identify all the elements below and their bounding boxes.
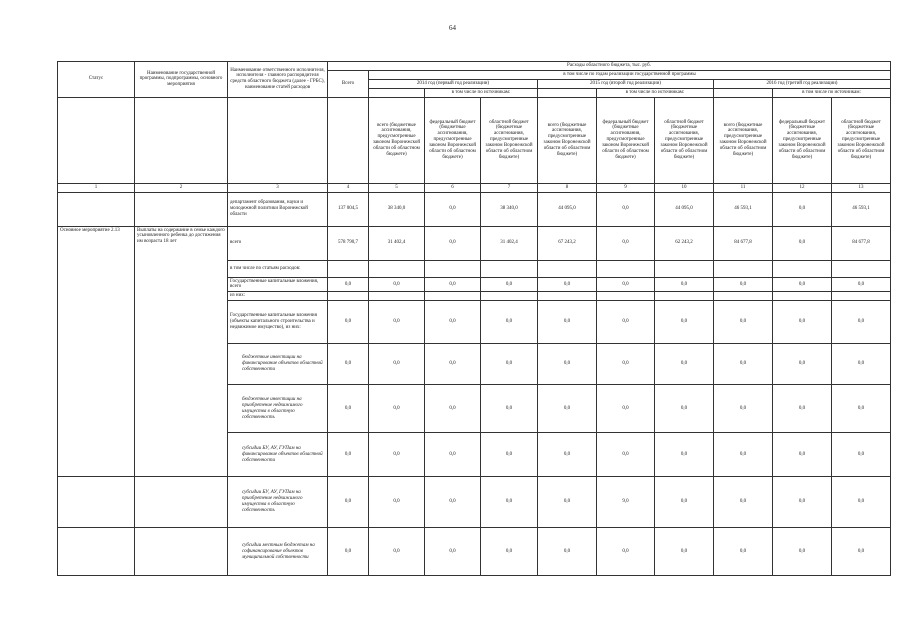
- cell-value: 84 677,8: [714, 226, 773, 260]
- cell-value: 0,0: [425, 528, 481, 576]
- cell-value: 0,0: [714, 301, 773, 344]
- cell-value: 31 402,4: [481, 226, 538, 260]
- cell-value: 0,0: [328, 528, 369, 576]
- cell-value: 0,0: [538, 528, 597, 576]
- header-col-federal-2015: федеральный бюджет (бюджетные ассигнования, предусмотренные законом Воронежской области об областном бюджете): [597, 97, 655, 183]
- cell-value: 0,0: [655, 301, 714, 344]
- cell-value: 0,0: [832, 344, 891, 385]
- cell-value: 44 095,0: [655, 192, 714, 226]
- header-incl-sources-2014: в том числе по источникам:: [425, 88, 538, 97]
- cell-value: 0,0: [328, 477, 369, 528]
- cell-value: 0,0: [538, 344, 597, 385]
- cell-value: 44 095,0: [538, 192, 597, 226]
- header-program-name: Наименование государственной программы, подпрограммы, основного мероприятия: [135, 62, 228, 98]
- cell-value: 0,0: [597, 344, 655, 385]
- header-year-2015: 2015 год (второй год реализации): [538, 79, 714, 88]
- cell-value: 0,0: [425, 344, 481, 385]
- cell-value: 0,0: [714, 385, 773, 433]
- cell-value: 0,0: [481, 344, 538, 385]
- header-by-years: в том числе по годам реализации государственной программы: [369, 71, 891, 80]
- cell-value: 0,0: [773, 385, 832, 433]
- cell-value: 0,0: [832, 277, 891, 292]
- table-row: [58, 192, 891, 226]
- col-number: 13: [832, 183, 891, 192]
- col-number: 1: [58, 183, 135, 192]
- cell-value: 0,0: [597, 433, 655, 477]
- header-col-regional-2016: областной бюджет (бюджетные ассигнования, предусмотренные законом Воронежской области об областном бюджете): [832, 97, 891, 183]
- cell-value: 0,0: [832, 528, 891, 576]
- header-status: Статус: [58, 62, 135, 98]
- header-incl-sources-2016: в том числе по источникам:: [773, 88, 891, 97]
- cell-value: 0,0: [655, 433, 714, 477]
- cell-value: 0,0: [481, 528, 538, 576]
- cell-value: 578 790,7: [328, 226, 369, 260]
- col-number: 7: [481, 183, 538, 192]
- header-col-federal-2014: федеральный бюджет (бюджетные ассигнования, предусмотренные законом Воронежской области об областном бюджете): [425, 97, 481, 183]
- cell-value: 0,0: [369, 344, 425, 385]
- cell-value: 0,0: [538, 477, 597, 528]
- cell-value: 0,0: [773, 433, 832, 477]
- header-incl-sources-2015: в том числе по источникам:: [597, 88, 714, 97]
- cell-value: 0,0: [773, 528, 832, 576]
- cell-value: 0,0: [538, 385, 597, 433]
- header-total: Всего: [328, 71, 369, 98]
- cell-value: 0,0: [597, 192, 655, 226]
- cell-value: 0,0: [369, 277, 425, 292]
- table-row: [58, 226, 891, 260]
- header-col-all-2014: всего (бюджетные ассигнования, предусмотренные законом Воронежской области об областном бюджете): [369, 97, 425, 183]
- cell-value: 0,0: [832, 433, 891, 477]
- cell-value: 0,0: [597, 385, 655, 433]
- header-col-federal-2016: федеральный бюджет (бюджетные ассигнования, предусмотренные законом Воронежской области об областном бюджете): [773, 97, 832, 183]
- header-col-all-2016: всего (бюджетные ассигнования, предусмотренные законом Воронежской области об областном бюджете): [714, 97, 773, 183]
- cell-value: 0,0: [655, 477, 714, 528]
- cell-value: 67 243,2: [538, 226, 597, 260]
- row-executor: Государственные капитальные вложения, всего: [228, 277, 328, 292]
- header-year-2014: 2014 год (первый год реализации): [369, 79, 538, 88]
- cell-value: 0,0: [328, 277, 369, 292]
- column-numbers-row: [58, 183, 891, 192]
- cell-value: 46 593,1: [714, 192, 773, 226]
- row-executor: субсидии БУ, АУ, ГУПам на финансирование объектов областной собственности: [228, 433, 328, 477]
- cell-value: 0,0: [369, 433, 425, 477]
- cell-value: 38 340,0: [369, 192, 425, 226]
- cell-value: 0,0: [597, 301, 655, 344]
- cell-value: 0,0: [425, 192, 481, 226]
- table-row: [58, 528, 891, 576]
- cell-value: 0,0: [481, 301, 538, 344]
- cell-value: 0,0: [832, 301, 891, 344]
- col-number: 3: [228, 183, 328, 192]
- cell-value: 0,0: [597, 528, 655, 576]
- cell-value: 0,0: [773, 477, 832, 528]
- cell-value: 0,0: [538, 301, 597, 344]
- cell-value: 0,0: [481, 385, 538, 433]
- cell-value: 0,0: [425, 385, 481, 433]
- cell-value: 0,0: [481, 277, 538, 292]
- cell-value: 0,0: [369, 477, 425, 528]
- header-expenses: Расходы областного бюджета, тыс. руб.: [328, 62, 891, 71]
- row-executor: департамент образования, науки и молодежной политики Воронежской области: [228, 192, 328, 226]
- header-executor: Наименование ответственного исполнителя, исполнителя - главного распорядителя средств областного бюджета (далее - ГРБС), наименование статей расходов: [228, 62, 328, 98]
- cell-value: 0,0: [328, 301, 369, 344]
- row-executor: субсидии БУ, АУ, ГУПам на приобретение недвижимого имущества в областную собственность: [228, 477, 328, 528]
- col-number: 4: [328, 183, 369, 192]
- cell-value: 0,0: [328, 433, 369, 477]
- cell-value: 0,0: [714, 344, 773, 385]
- row-program: Выплаты на содержание в семье каждого усыновленного ребенка до достижения им возраста 18 лет: [135, 226, 228, 477]
- cell-value: 0,0: [369, 301, 425, 344]
- row-executor: бюджетные инвестиции на финансирование объектов областной собственности: [228, 344, 328, 385]
- cell-value: 46 593,1: [832, 192, 891, 226]
- cell-value: 31 402,4: [369, 226, 425, 260]
- cell-value: 0,0: [369, 385, 425, 433]
- cell-value: 0,0: [425, 226, 481, 260]
- cell-value: 0,0: [773, 226, 832, 260]
- col-number: 5: [369, 183, 425, 192]
- cell-value: 0,0: [597, 226, 655, 260]
- cell-value: 0,0: [538, 433, 597, 477]
- row-executor: бюджетные инвестиции на приобретение недвижимого имущества в областную собственность: [228, 385, 328, 433]
- cell-value: 0,0: [773, 277, 832, 292]
- header-col-all-2015: всего (бюджетные ассигнования, предусмотренные законом Воронежской области об областном бюджете): [538, 97, 597, 183]
- cell-value: 0,0: [328, 344, 369, 385]
- col-number: 2: [135, 183, 228, 192]
- row-status: Основное мероприятие 2.13: [58, 226, 135, 477]
- cell-value: 0,0: [425, 433, 481, 477]
- col-number: 11: [714, 183, 773, 192]
- cell-value: 38 340,0: [481, 192, 538, 226]
- row-executor: Государственные капитальные вложения (объекты капитального строительства и недвижимое имущество), из них:: [228, 301, 328, 344]
- cell-value: 0,0: [655, 277, 714, 292]
- cell-value: 0,0: [655, 344, 714, 385]
- cell-value: 0,0: [538, 277, 597, 292]
- cell-value: 0,0: [425, 477, 481, 528]
- row-executor: всего: [228, 226, 328, 260]
- table-row: [58, 477, 891, 528]
- row-label: в том числе по статьям расходов:: [228, 260, 328, 277]
- cell-value: 0,0: [714, 433, 773, 477]
- cell-value: 0,0: [369, 528, 425, 576]
- cell-value: 0,0: [714, 477, 773, 528]
- cell-value: 0,0: [481, 477, 538, 528]
- cell-value: 0,0: [832, 477, 891, 528]
- cell-value: 0,0: [714, 277, 773, 292]
- cell-value: 0,0: [773, 192, 832, 226]
- col-number: 6: [425, 183, 481, 192]
- header-col-regional-2014: областной бюджет (бюджетные ассигнования, предусмотренные законом Воронежской области об областном бюджете): [481, 97, 538, 183]
- cell-value: 0,0: [773, 301, 832, 344]
- col-number: 10: [655, 183, 714, 192]
- cell-value: 0,0: [481, 433, 538, 477]
- cell-value: 137 004,5: [328, 192, 369, 226]
- row-label: из них:: [228, 292, 328, 301]
- cell-value: 9,0: [597, 477, 655, 528]
- header-year-2016: 2016 год (третий год реализации): [714, 79, 891, 88]
- cell-value: 0,0: [425, 277, 481, 292]
- col-number: 9: [597, 183, 655, 192]
- page-number: 64: [449, 24, 456, 32]
- cell-value: 62 243,2: [655, 226, 714, 260]
- header-col-regional-2015: областной бюджет (бюджетные ассигнования, предусмотренные законом Воронежской области об областном бюджете): [655, 97, 714, 183]
- row-executor: субсидии местным бюджетам на софинансирование объектов муниципальной собственности: [228, 528, 328, 576]
- cell-value: 0,0: [655, 385, 714, 433]
- cell-value: 0,0: [328, 385, 369, 433]
- budget-table: [57, 61, 891, 576]
- cell-value: 0,0: [773, 344, 832, 385]
- col-number: 12: [773, 183, 832, 192]
- cell-value: 0,0: [597, 277, 655, 292]
- col-number: 8: [538, 183, 597, 192]
- cell-value: 84 677,8: [832, 226, 891, 260]
- cell-value: 0,0: [425, 301, 481, 344]
- cell-value: 0,0: [832, 385, 891, 433]
- cell-value: 0,0: [655, 528, 714, 576]
- cell-value: 0,0: [714, 528, 773, 576]
